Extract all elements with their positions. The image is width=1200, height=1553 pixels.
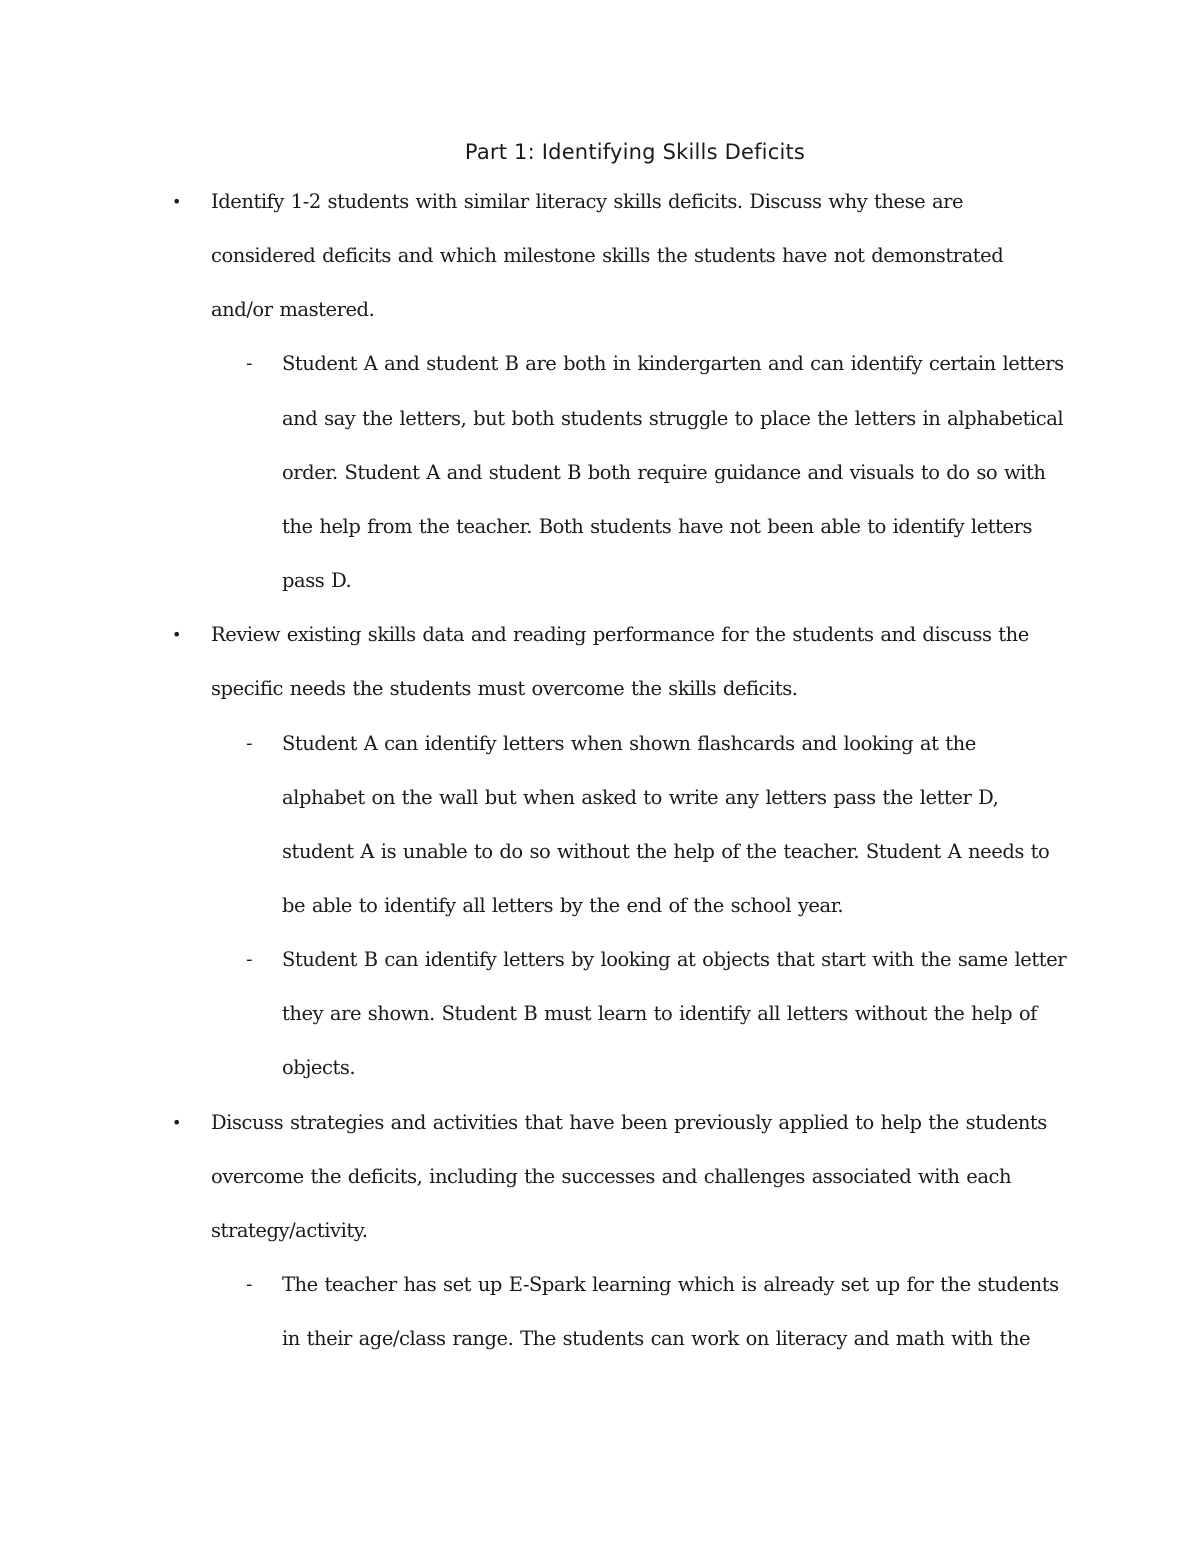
item-3-line-1: Discuss strategies and activities that have been previously applied to help the students [211, 1111, 1047, 1134]
item-2-line-1: Review existing skills data and reading performance for the students and discuss the [211, 623, 1029, 646]
dash-marker: - [246, 949, 253, 970]
item-1-line-3: and/or mastered. [211, 298, 375, 321]
dash-marker: - [246, 353, 253, 374]
item-1-sub-1-line-2: and say the letters, but both students struggle to place the letters in alphabetical [282, 407, 1064, 430]
item-1-line-1: Identify 1-2 students with similar literacy skills deficits. Discuss why these are [211, 190, 964, 213]
item-1-sub-1-line-5: pass D. [282, 569, 352, 592]
item-3-sub-1-line-2: in their age/class range. The students can work on literacy and math with the [282, 1327, 1031, 1350]
item-2-sub-1-line-3: student A is unable to do so without the help of the teacher. Student A needs to [282, 840, 1050, 863]
page-title: Part 1: Identifying Skills Deficits [464, 140, 806, 164]
item-3-line-3: strategy/activity. [211, 1219, 368, 1242]
item-2-sub-2-line-2: they are shown. Student B must learn to identify all letters without the help of [282, 1002, 1037, 1025]
bullet-marker: • [172, 625, 182, 644]
item-2-sub-1-line-1: Student A can identify letters when shown flashcards and looking at the [282, 732, 976, 755]
item-2-sub-1-line-2: alphabet on the wall but when asked to write any letters pass the letter D, [282, 786, 999, 809]
item-1-sub-1-line-4: the help from the teacher. Both students have not been able to identify letters [282, 515, 1033, 538]
item-2-sub-2-line-1: Student B can identify letters by looking at objects that start with the same letter [282, 948, 1067, 971]
item-3-sub-1-line-1: The teacher has set up E-Spark learning which is already set up for the students [282, 1273, 1059, 1296]
bullet-marker: • [172, 192, 182, 211]
item-1-sub-1-line-1: Student A and student B are both in kindergarten and can identify certain letters [282, 352, 1064, 375]
item-3-line-2: overcome the deficits, including the successes and challenges associated with each [211, 1165, 1012, 1188]
item-2-sub-1-line-4: be able to identify all letters by the end of the school year. [282, 894, 844, 917]
dash-marker: - [246, 733, 253, 754]
item-2-sub-2-line-3: objects. [282, 1056, 356, 1079]
dash-marker: - [246, 1274, 253, 1295]
bullet-marker: • [172, 1113, 182, 1132]
item-1-sub-1-line-3: order. Student A and student B both require guidance and visuals to do so with [282, 461, 1046, 484]
item-2-line-2: specific needs the students must overcome the skills deficits. [211, 677, 798, 700]
item-1-line-2: considered deficits and which milestone skills the students have not demonstrated [211, 244, 1004, 267]
